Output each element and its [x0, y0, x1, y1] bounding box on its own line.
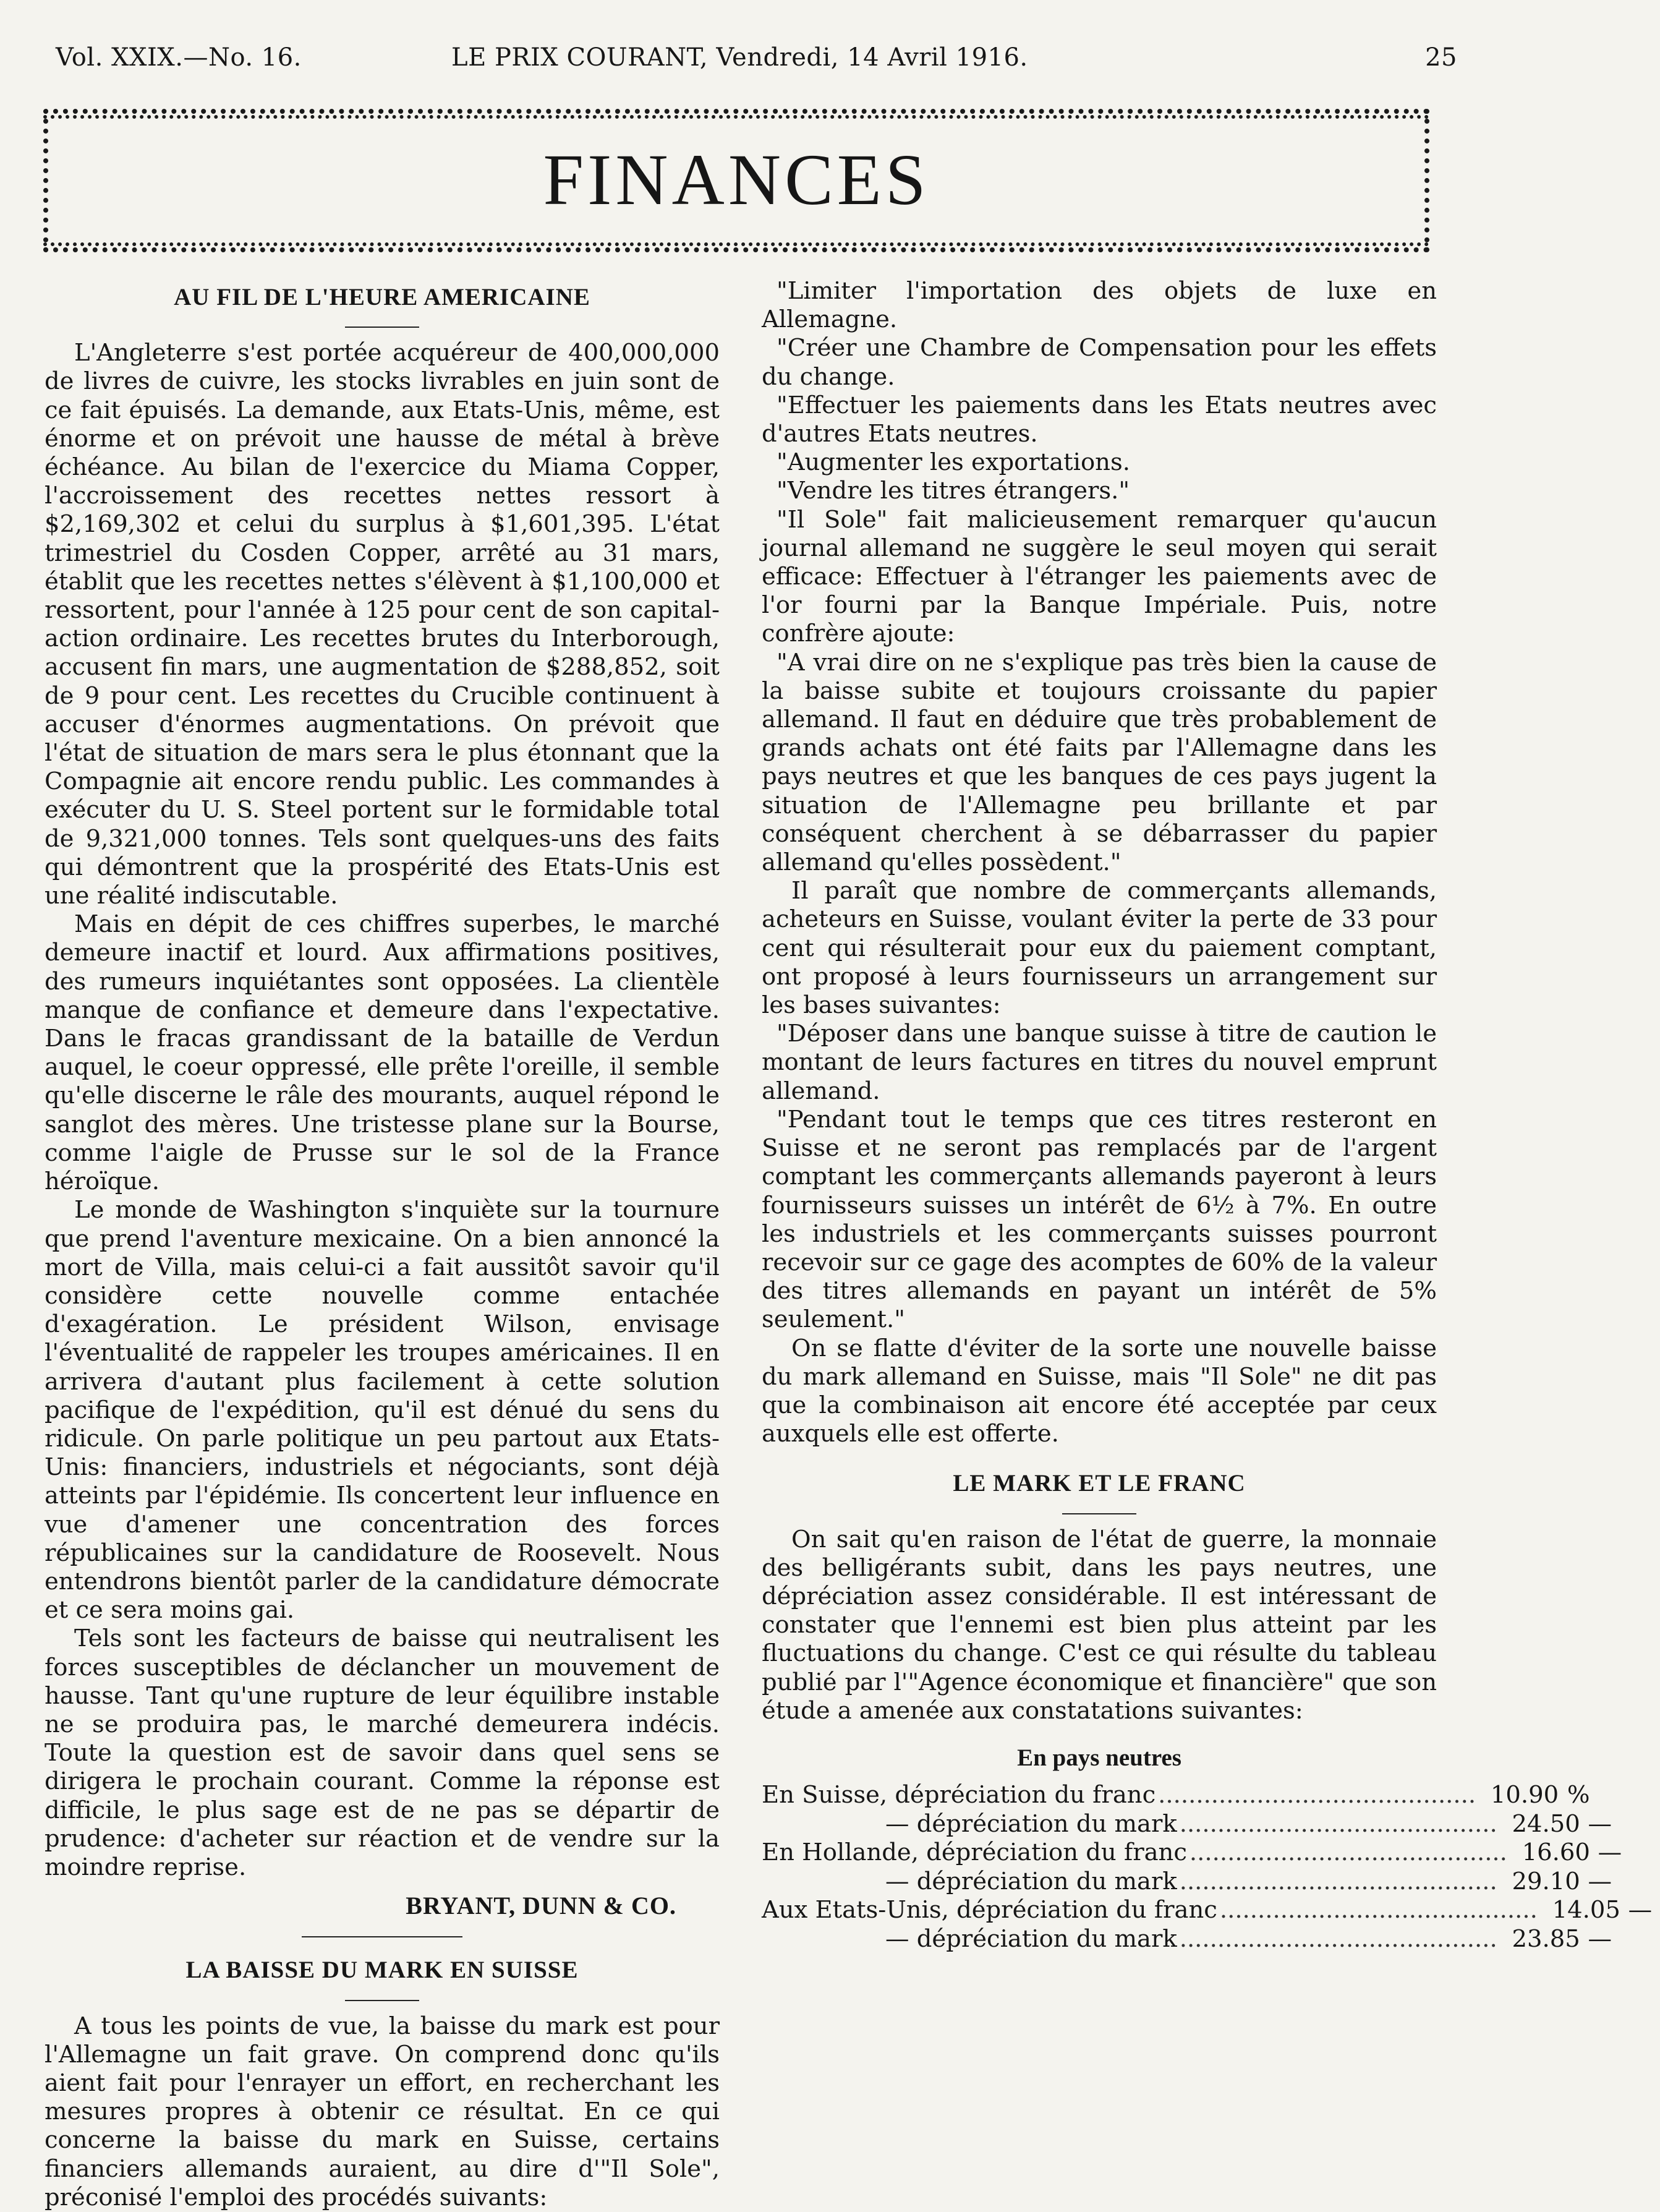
row-label: En Suisse, dépréciation du franc	[762, 1781, 1156, 1809]
article3-headline: LE MARK ET LE FRANC	[953, 1470, 1246, 1497]
leader-dots: ..........................................	[1179, 1809, 1497, 1838]
headline-rule	[345, 327, 419, 328]
page-number: 25	[1425, 43, 1457, 72]
section-title: FINANCES	[543, 139, 930, 220]
spacer	[762, 1448, 1437, 1463]
article2-paragraph-2: "Il Sole" fait malicieusement remarquer qu'aucun journal allemand ne suggère le seul moyen qui serait efficace: Effectuer à l'étranger les paiements avec de l'or fourni par la Banque Impériale. Puis, notre confrère ajoute:	[762, 505, 1437, 648]
article2-quote-1: "Limiter l'importation des objets de luxe en Allemagne.	[762, 277, 1437, 334]
article3-paragraph: On sait qu'en raison de l'état de guerre, la monnaie des belligérants subit, dans les pays neutres, une dépréciation assez considérable. Il est intéressant de constater que l'ennemi est bien plus atteint par les fluctuations du change. C'est ce qui résulte du tableau publié par l'"Agence économique et financière" que son étude a amenée aux constatations suivantes:	[762, 1525, 1437, 1725]
row-label: Aux Etats-Unis, dépréciation du franc	[762, 1896, 1217, 1924]
article1-paragraph-4: Tels sont les facteurs de baisse qui neutralisent les forces susceptibles de déclancher un mouvement de hausse. Tant qu'une rupture de leur équilibre instable ne se produira pas, le marché demeurera indécis. Toute la question est de savoir dans quel sens se dirigera le prochain courant. Comme la réponse est difficile, le plus sage est de ne pas se départir de prudence: d'acheter sur réaction et de vendre sur la moindre reprise.	[45, 1625, 720, 1881]
article1-headline: AU FIL DE L'HEURE AMERICAINE	[174, 284, 590, 310]
row-label: — dépréciation du mark	[885, 1867, 1177, 1895]
row-label: En Hollande, dépréciation du franc	[762, 1838, 1187, 1867]
article2-quote-6: "A vrai dire on ne s'explique pas très bien la cause de la baisse subite et toujours croissante du papier allemand. Il faut en déduire que très probablement de grands achats ont été faits par l'Allemagne dans les pays neutres et que les banques de ces pays jugent la situation de l'Allemagne peu brillante et par conséquent cherchent à se débarrasser du papier allemand qu'elles possèdent."	[762, 648, 1437, 877]
leader-dots: ..........................................	[1179, 1924, 1497, 1953]
row-unit: —	[1588, 1924, 1612, 1953]
row-unit: —	[1628, 1896, 1653, 1924]
row-value: 29.10	[1512, 1867, 1580, 1895]
article2-quote-2: "Créer une Chambre de Compensation pour les effets du change.	[762, 334, 1437, 391]
row-value: 10.90	[1490, 1781, 1559, 1809]
headline-rule	[1062, 1513, 1136, 1514]
article2-quote-5: "Vendre les titres étrangers."	[777, 477, 1130, 505]
running-header	[56, 43, 1457, 80]
article2-paragraph-1: A tous les points de vue, la baisse du mark est pour l'Allemagne un fait grave. On comprend donc qu'ils aient fait pour l'enrayer un effort, en recherchant les mesures propres à obtenir ce résultat. En ce qui concerne la baisse du mark en Suisse, certains financiers allemands auraient, au dire d'"Il Sole", préconisé l'emploi des procédés suivants:	[45, 2012, 720, 2211]
article2-quote-4: "Augmenter les exportations.	[777, 448, 1130, 477]
article2-paragraph-3: Il paraît que nombre de commerçants allemands, acheteurs en Suisse, voulant éviter la perte de 33 pour cent qui résulterait pour eux du paiement comptant, ont proposé à leurs fournisseurs un arrangement sur les bases suivantes:	[762, 877, 1437, 1020]
leader-dots: ..........................................	[1189, 1838, 1507, 1867]
table-row	[762, 1867, 1612, 1897]
table-row	[762, 1896, 1653, 1925]
row-label: — dépréciation du mark	[885, 1924, 1177, 1953]
right-column	[762, 277, 1653, 1954]
article1-signature: BRYANT, DUNN & CO.	[406, 1892, 676, 1920]
row-unit: —	[1588, 1867, 1612, 1895]
article1-paragraph-1: L'Angleterre s'est portée acquéreur de 400,000,000 de livres de cuivre, les stocks livrables en juin sont de ce fait épuisés. La demande, aux Etats-Unis, même, est énorme et on prévoit une hausse de métal à brève échéance. Au bilan de l'exercice du Miama Copper, l'accroissement des recettes nettes ressort à $2,169,302 et celui du surplus à $1,601,395. L'état trimestriel du Cosden Copper, arrêté au 31 mars, établit que les recettes nettes s'élèvent à $1,100,000 et ressortent, pour l'année à 125 pour cent de son capital-action ordinaire. Les recettes brutes du Interborough, accusent fin mars, une augmentation de $288,852, soit de 9 pour cent. Les recettes du Crucible continuent à accuser d'énormes augmentations. On prévoit que l'état de situation de mars sera le plus étonnant que la Compagnie ait encore rendu public. Les commandes à exécuter du U. S. Steel portent sur le formidable total de 9,321,000 tonnes. Tels sont quelques-uns des faits qui démontrent que la prospérité des Etats-Unis est une réalité indiscutable.	[45, 339, 720, 910]
headline-rule	[345, 2000, 419, 2001]
row-unit: —	[1588, 1809, 1612, 1838]
volume-number: Vol. XXIX.—No. 16.	[56, 43, 302, 72]
article2-quote-3: "Effectuer les paiements dans les Etats neutres avec d'autres Etats neutres.	[762, 391, 1437, 448]
leader-dots: ..........................................	[1179, 1867, 1497, 1895]
depreciation-table	[762, 1781, 1653, 1954]
table-subhead: En pays neutres	[1017, 1744, 1181, 1771]
table-row	[762, 1838, 1622, 1868]
table-row	[762, 1781, 1590, 1810]
journal-title-date: LE PRIX COURANT, Vendredi, 14 Avril 1916.	[451, 43, 1028, 72]
article2-quote-8: "Pendant tout le temps que ces titres resteront en Suisse et ne seront pas remplacés par de l'argent comptant les commerçants allemands payeront à leurs fournisseurs suisses un intérêt de 6½ à 7%. En outre les industriels et les commerçants suisses pourront recevoir sur ce gage des acomptes de 60% de la valeur des titres allemands en payant un intérêt de 5% seulement."	[762, 1105, 1437, 1334]
table-row	[762, 1809, 1612, 1839]
section-banner	[43, 109, 1429, 252]
section-rule	[302, 1936, 462, 1937]
article2-quote-7: "Déposer dans une banque suisse à titre de caution le montant de leurs factures en titres du nouvel emprunt allemand.	[762, 1020, 1437, 1105]
article2-headline: LA BAISSE DU MARK EN SUISSE	[185, 1957, 579, 1984]
row-unit: —	[1598, 1838, 1622, 1867]
left-column	[45, 277, 720, 2212]
article2-paragraph-4: On se flatte d'éviter de la sorte une nouvelle baisse du mark allemand en Suisse, mais "Il Sole" ne dit pas que la combinaison ait encore été acceptée par ceux auxquels elle est offerte.	[762, 1334, 1437, 1448]
row-value: 24.50	[1512, 1809, 1580, 1838]
article1-paragraph-3: Le monde de Washington s'inquiète sur la tournure que prend l'aventure mexicaine. On a bien annoncé la mort de Villa, mais celui-ci a fait aussitôt savoir qu'il considère cette nouvelle comme entachée d'exagération. Le président Wilson, envisage l'éventualité de rappeler les troupes américaines. Il en arrivera d'autant plus facilement à cette solution pacifique de l'expédition, qu'il est dénué du sens du ridicule. On parle politique un peu partout aux Etats-Unis: financiers, industriels et négociants, sont déjà atteints par l'épidémie. Ils concertent leur influence en vue d'amener une concentration des forces républicaines sur la candidature de Roosevelt. Nous entendrons bientôt parler de la candidature démocrate et ce sera moins gai.	[45, 1196, 720, 1625]
leader-dots: ..........................................	[1158, 1781, 1476, 1809]
article1-paragraph-2: Mais en dépit de ces chiffres superbes, le marché demeure inactif et lourd. Aux affirmations positives, des rumeurs inquiétantes sont opposées. La clientèle manque de confiance et demeure dans l'expectative. Dans le fracas grandissant de la bataille de Verdun auquel, le coeur oppressé, elle prête l'oreille, il semble qu'elle discerne le râle des mourants, auquel répond le sanglot des mères. Une tristesse plane sur la Bourse, comme l'aigle de Prusse sur le sol de la France héroïque.	[45, 910, 720, 1196]
row-value: 14.05	[1552, 1896, 1620, 1924]
table-row	[762, 1924, 1612, 1954]
row-value: 16.60	[1522, 1838, 1590, 1867]
row-unit: %	[1567, 1781, 1590, 1809]
row-value: 23.85	[1512, 1924, 1580, 1953]
row-label: — dépréciation du mark	[885, 1809, 1177, 1838]
leader-dots: ..........................................	[1219, 1896, 1538, 1924]
